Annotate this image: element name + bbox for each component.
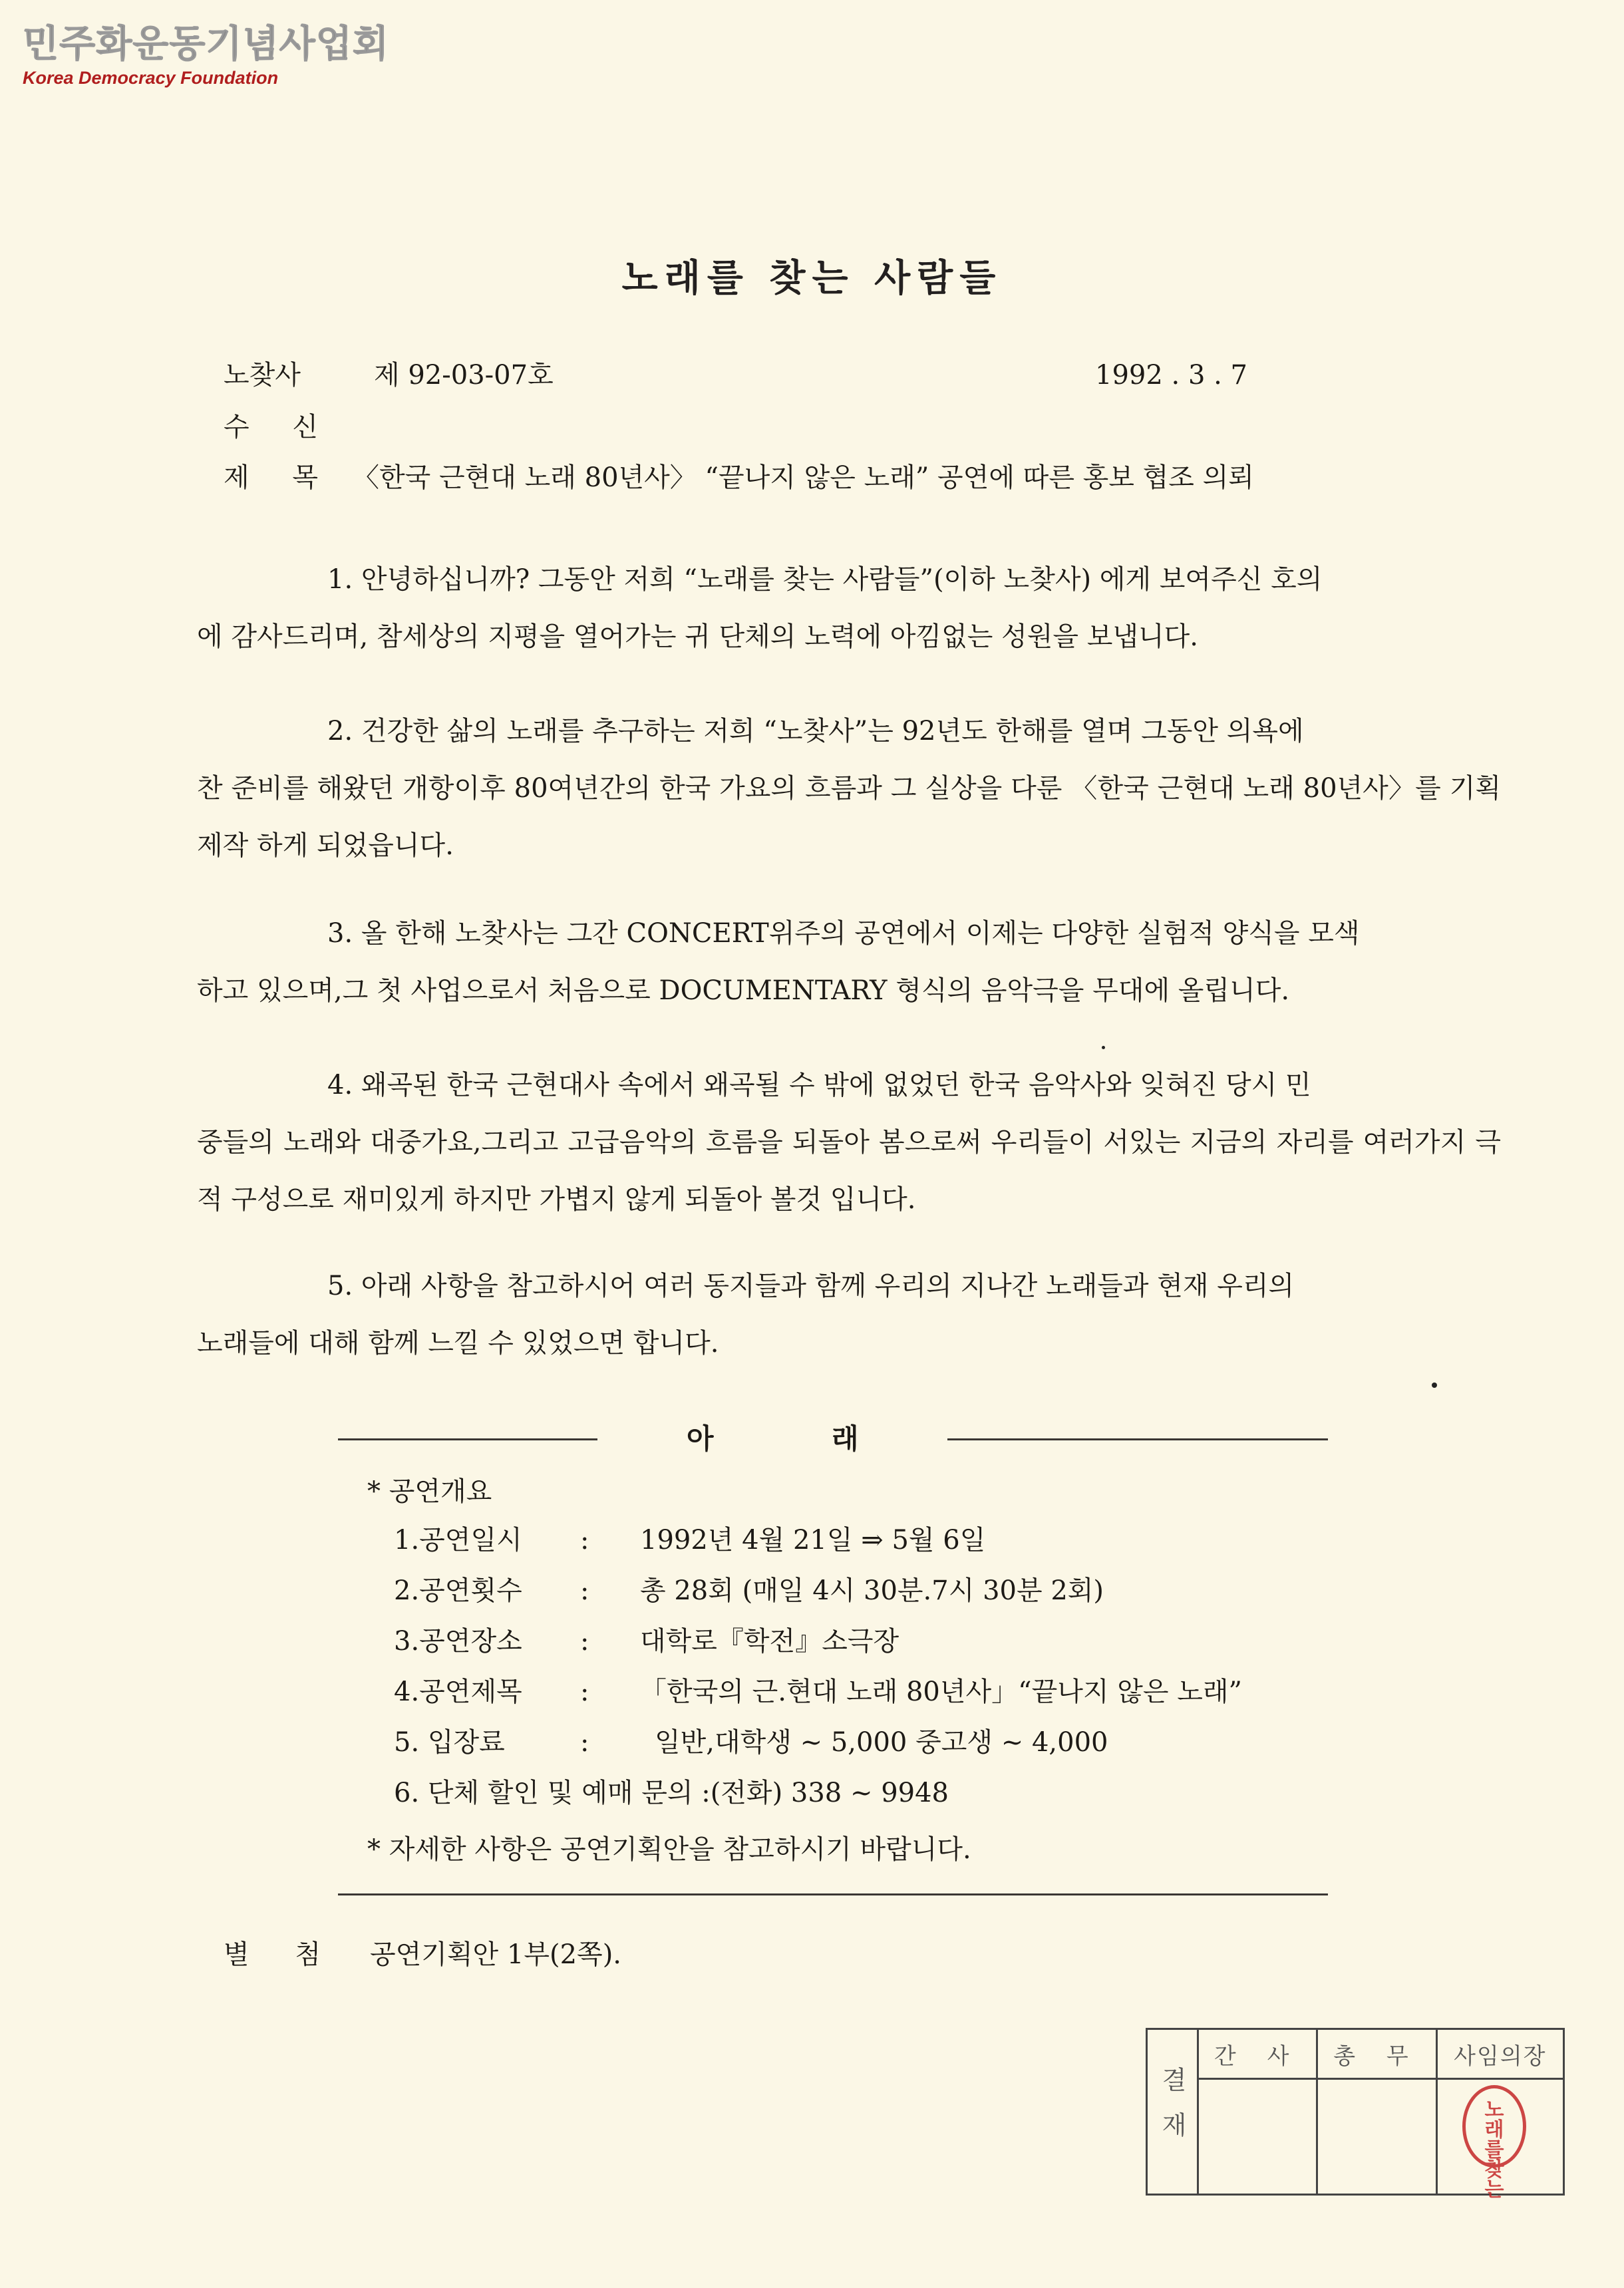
paragraph-2-rest: 찬 준비를 해왔던 개항이후 80여년간의 한국 가요의 흐름과 그 실상을 다룬 〈한국 근현대 노래 80년사〉를 기획 제작 하게 되었읍니다. [197, 773, 1501, 861]
attachment-text: 공연기획안 1부(2쪽). [370, 1939, 622, 1970]
approval-column: 총 무 [1317, 2029, 1436, 2079]
ari-left: 아 [687, 1422, 714, 1455]
detail-separator: : [580, 1575, 589, 1606]
approval-side-label: 결재 [1147, 2029, 1198, 2195]
watermark-english: Korea Democracy Foundation [23, 68, 279, 88]
divider-bottom [338, 1893, 1328, 1895]
paragraph-1-first-line: 1. 안녕하십니까? 그동안 저희 “노래를 찾는 사람들”(이하 노찾사) 에게 보여주신 호의 [327, 564, 1323, 595]
paragraph-4 [197, 1057, 1501, 1228]
scan-speck [1432, 1383, 1437, 1388]
paragraph-4-first-line: 4. 왜곡된 한국 근현대사 속에서 왜곡될 수 밖에 없었던 한국 음악사와 잊혀진 당시 민 [327, 1070, 1311, 1100]
detail-value: 1992년 4월 21일 ⇒ 5월 6일 [640, 1525, 986, 1555]
paragraph-1 [197, 551, 1501, 665]
subject-text: 〈한국 근현대 노래 80년사〉 “끝나지 않은 노래” 공연에 따른 홍보 협조 의뢰 [353, 462, 1254, 493]
detail-value: 대학로『학전』소극장 [640, 1626, 899, 1657]
paragraph-5-first-line: 5. 아래 사항을 참고하시어 여러 동지들과 함께 우리의 지나간 노래들과 현재 우리의 [327, 1271, 1295, 1301]
watermark-korean: 민주화운동기념사업회 [23, 23, 389, 66]
detail-separator: : [580, 1525, 589, 1555]
divider-right [947, 1438, 1328, 1440]
detail-label: 3.공연장소 [394, 1626, 522, 1657]
red-seal-stamp [1462, 2085, 1526, 2202]
paragraph-1-rest: 에 감사드리며, 참세상의 지평을 열어가는 귀 단체의 노력에 아낌없는 성원을 보냅니다. [197, 621, 1198, 652]
paragraph-5-rest: 노래들에 대해 함께 느낄 수 있었으면 합니다. [197, 1328, 719, 1359]
recipient-label: 수 신 [224, 412, 335, 442]
ari-right: 래 [832, 1422, 859, 1455]
doc-date: 1992 . 3 . 7 [1095, 360, 1247, 391]
approval-signature-cell [1317, 2079, 1436, 2195]
detail-label: 5. 입장료 [394, 1727, 505, 1758]
detail-separator: : [580, 1677, 589, 1707]
approval-column: 사임의장 [1436, 2029, 1563, 2079]
subject-label: 제 목 [224, 462, 335, 493]
detail-value: 「한국의 근.현대 노래 80년사」“끝나지 않은 노래” [640, 1677, 1242, 1707]
watermark [23, 23, 389, 88]
section-heading: * 공연개요 [367, 1476, 492, 1507]
paragraph-5 [197, 1257, 1501, 1372]
approval-signature-cell [1198, 2079, 1317, 2195]
detail-separator: : [580, 1626, 589, 1657]
detail-value: 총 28회 (매일 4시 30분.7시 30분 2회) [640, 1575, 1104, 1606]
detail-label: 1.공연일시 [394, 1525, 522, 1555]
doc-number-label: 노찾사 [224, 360, 301, 391]
paragraph-3-rest: 하고 있으며,그 첫 사업으로서 처음으로 DOCUMENTARY 형식의 음악극을 무대에 올립니다. [197, 975, 1290, 1006]
approval-column: 간 사 [1198, 2029, 1317, 2079]
paragraph-4-rest: 중들의 노래와 대중가요,그리고 고급음악의 흐름을 되돌아 봄으로써 우리들이 서있는 지금의 자리를 여러가지 극적 구성으로 재미있게 하지만 가볍지 않게 되돌아 볼것 입니다. [197, 1127, 1501, 1215]
detail-separator: : [580, 1727, 589, 1758]
scan-speck [1102, 1046, 1105, 1049]
footnote: * 자세한 사항은 공연기획안을 참고하시기 바랍니다. [367, 1834, 971, 1865]
detail-value: 일반,대학생 ~ 5,000 중고생 ~ 4,000 [655, 1727, 1108, 1758]
seal-text: 노래를찾는 [1484, 2098, 1504, 2202]
doc-number: 제 92-03-07호 [374, 360, 554, 391]
document-title: 노래를 찾는 사람들 [621, 256, 1003, 300]
detail-label: 6. 단체 할인 및 예매 문의 :(전화) 338 ~ 9948 [394, 1778, 949, 1808]
detail-label: 4.공연제목 [394, 1677, 522, 1707]
divider-left [338, 1438, 597, 1440]
paragraph-2 [197, 703, 1501, 874]
detail-label: 2.공연횟수 [394, 1575, 522, 1606]
attachment-label: 별 첨 [224, 1939, 339, 1970]
paragraph-2-first-line: 2. 건강한 삶의 노래를 추구하는 저희 “노찾사”는 92년도 한해를 열며 그동안 의욕에 [327, 716, 1304, 746]
paragraph-3 [197, 905, 1501, 1019]
paragraph-3-first-line: 3. 올 한해 노찾사는 그간 CONCERT위주의 공연에서 이제는 다양한 실험적 양식을 모색 [327, 918, 1360, 949]
